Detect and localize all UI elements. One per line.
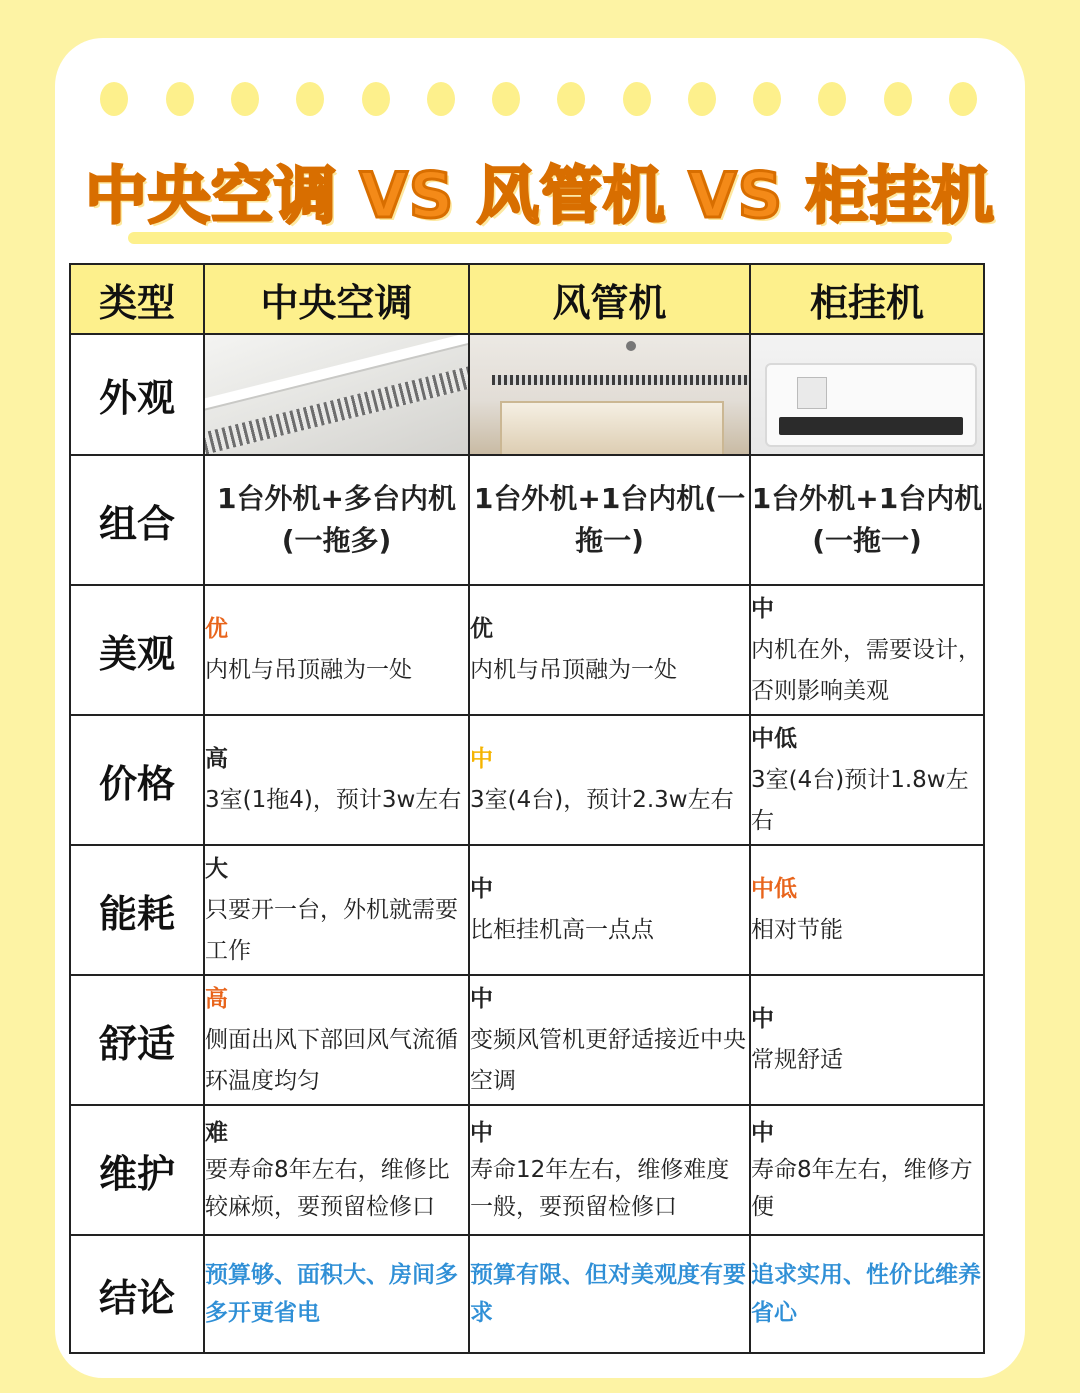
rating-level: 优 <box>470 616 493 642</box>
rating-level: 中 <box>751 1119 774 1146</box>
rating-desc: 内机在外，需要设计，否则影响美观 <box>751 636 981 704</box>
rating-level: 中 <box>470 746 493 772</box>
maintenance-cell <box>750 1105 984 1235</box>
row-label: 能耗 <box>70 845 204 975</box>
header-central-ac: 中央空调 <box>204 264 469 334</box>
dot <box>818 82 846 116</box>
header-duct-unit: 风管机 <box>469 264 750 334</box>
dot <box>623 82 651 116</box>
title-underline <box>128 232 952 244</box>
rating-desc: 要寿命8年左右，维修比较麻烦，要预留检修口 <box>205 1156 450 1220</box>
table-row-looks <box>70 585 984 715</box>
combination-value: 1台外机+1台内机(一拖一) <box>750 455 984 585</box>
photo-duct-unit <box>469 334 750 455</box>
row-label: 组合 <box>70 455 204 585</box>
dot <box>753 82 781 116</box>
row-label: 外观 <box>70 334 204 455</box>
rating-desc: 侧面出风下部回风气流循环温度均匀 <box>205 1026 458 1094</box>
energy-cell <box>469 845 750 975</box>
table-row-conclusion <box>70 1235 984 1353</box>
wall-unit-image <box>751 335 983 454</box>
conclusion-value: 预算够、面积大、房间多多开更省电 <box>204 1235 469 1353</box>
rating-desc: 内机与吊顶融为一处 <box>205 657 412 683</box>
price-cell <box>204 715 469 845</box>
rating-desc: 只要开一台，外机就需要工作 <box>205 896 458 964</box>
energy-cell <box>204 845 469 975</box>
rating-desc: 变频风管机更舒适接近中央空调 <box>470 1026 746 1094</box>
row-label: 结论 <box>70 1235 204 1353</box>
looks-cell <box>750 585 984 715</box>
rating-level: 中 <box>470 876 493 902</box>
table-row-combination <box>70 455 984 585</box>
looks-cell <box>204 585 469 715</box>
price-cell <box>750 715 984 845</box>
rating-level: 中低 <box>751 725 797 752</box>
dot <box>884 82 912 116</box>
rating-level: 中 <box>470 985 493 1012</box>
conclusion-value: 追求实用、性价比维养省心 <box>750 1235 984 1353</box>
row-label: 舒适 <box>70 975 204 1105</box>
combination-value: 1台外机+1台内机(一拖一) <box>469 455 750 585</box>
dot <box>688 82 716 116</box>
page-title: 中央空调 VS 风管机 VS 柜挂机 <box>85 159 995 232</box>
rating-desc: 相对节能 <box>751 917 843 943</box>
dot <box>296 82 324 116</box>
rating-level: 大 <box>205 855 228 882</box>
table-row-comfort <box>70 975 984 1105</box>
dot <box>166 82 194 116</box>
dot <box>492 82 520 116</box>
comfort-cell <box>204 975 469 1105</box>
combination-value: 1台外机+多台内机(一拖多) <box>204 455 469 585</box>
comfort-cell <box>750 975 984 1105</box>
rating-level: 优 <box>205 616 228 642</box>
table-row-maintenance <box>70 1105 984 1235</box>
rating-level: 高 <box>205 985 228 1012</box>
looks-cell <box>469 585 750 715</box>
rating-level: 中 <box>751 595 774 622</box>
row-label: 价格 <box>70 715 204 845</box>
comfort-cell <box>469 975 750 1105</box>
rating-level: 中低 <box>751 876 797 902</box>
rating-desc: 3室(4台)，预计2.3w左右 <box>470 787 734 813</box>
rating-level: 难 <box>205 1119 228 1146</box>
dot <box>231 82 259 116</box>
rating-desc: 3室(4台)预计1.8w左右 <box>751 766 969 834</box>
rating-level: 中 <box>470 1119 493 1146</box>
dot <box>557 82 585 116</box>
dot <box>427 82 455 116</box>
table-row-appearance <box>70 334 984 455</box>
table-row-price <box>70 715 984 845</box>
energy-cell <box>750 845 984 975</box>
dot <box>362 82 390 116</box>
dot <box>100 82 128 116</box>
photo-central-ac <box>204 334 469 455</box>
rating-desc: 3室(1拖4)，预计3w左右 <box>205 787 462 813</box>
rating-level: 中 <box>751 1006 774 1032</box>
price-cell <box>469 715 750 845</box>
dot <box>949 82 977 116</box>
photo-split-unit <box>750 334 984 455</box>
rating-desc: 常规舒适 <box>751 1047 843 1073</box>
conclusion-value: 预算有限、但对美观度有要求 <box>469 1235 750 1353</box>
rating-desc: 寿命12年左右，维修难度一般，要预留检修口 <box>470 1156 730 1220</box>
row-label: 维护 <box>70 1105 204 1235</box>
duct-grille-image <box>470 335 749 454</box>
maintenance-cell <box>204 1105 469 1235</box>
maintenance-cell <box>469 1105 750 1235</box>
decorative-dots <box>100 82 980 116</box>
table-header-row <box>70 264 984 334</box>
table-row-energy <box>70 845 984 975</box>
ceiling-vent-image <box>205 335 468 454</box>
comparison-table <box>69 263 985 1354</box>
rating-level: 高 <box>205 746 228 772</box>
row-label: 美观 <box>70 585 204 715</box>
header-split-unit: 柜挂机 <box>750 264 984 334</box>
rating-desc: 比柜挂机高一点点 <box>470 917 654 943</box>
rating-desc: 寿命8年左右，维修方便 <box>751 1156 973 1220</box>
rating-desc: 内机与吊顶融为一处 <box>470 657 677 683</box>
header-type: 类型 <box>70 264 204 334</box>
